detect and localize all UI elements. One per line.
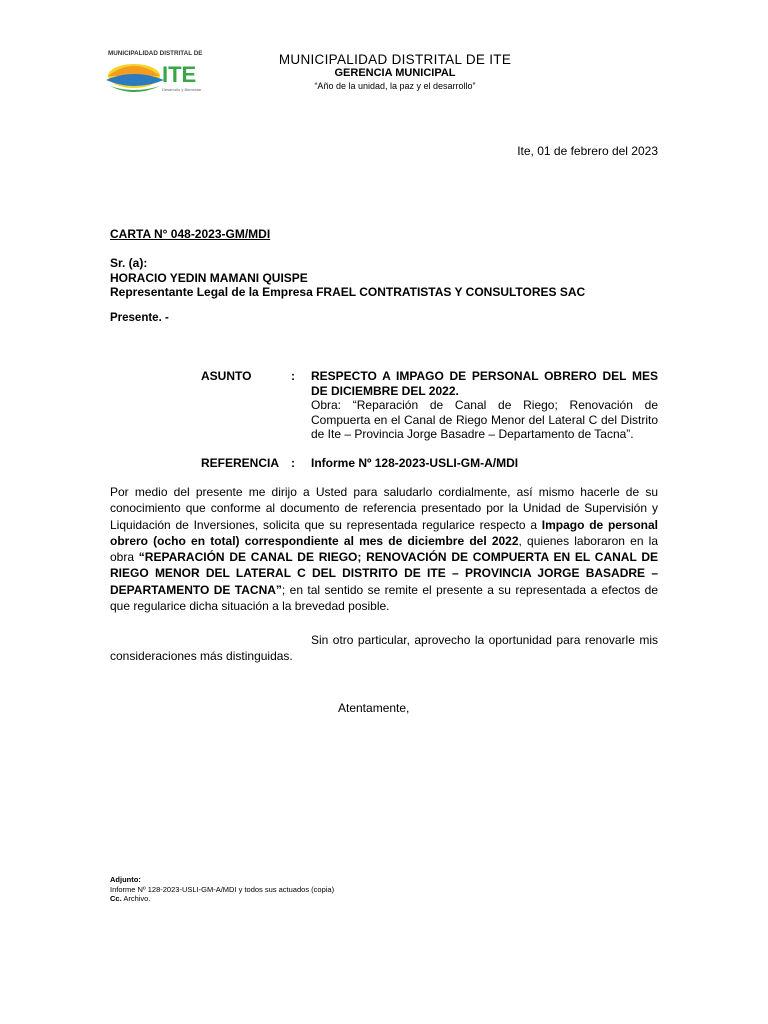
letter-date: Ite, 01 de febrero del 2023	[517, 144, 658, 158]
logo-sub: Desarrollo y Bienestar	[162, 87, 202, 92]
recipient-role	[110, 285, 585, 300]
letterhead	[260, 52, 530, 92]
asunto-obra: Obra: “Reparación de Canal de Riego; Renovación de Compuerta en el Canal de Riego Menor del Lateral C del Distrito de Ite – Provincia Jorge Basadre – Departamento de Tacna”.	[311, 398, 658, 441]
municipality-logo	[100, 46, 228, 104]
footer-notes	[110, 875, 334, 904]
body-paragraph-1	[110, 484, 658, 614]
body-p1-e: ; en tal sentido se remite el presente a su representada a efectos de que regularice dicha situación a la brevedad posible.	[110, 582, 658, 614]
logo-text: MUNICIPALIDAD DISTRITAL DE	[108, 50, 203, 57]
closing: Atentamente,	[338, 701, 410, 715]
body-paragraph-2: Sin otro particular, aprovecho la oportunidad para renovarle mis consideraciones más distinguidas.	[110, 633, 658, 664]
department-title: GERENCIA MUNICIPAL	[334, 67, 456, 79]
recipient-block	[110, 256, 585, 300]
logo-word: ITE	[162, 62, 197, 87]
asunto-text	[311, 369, 658, 442]
adjunto-label: Adjunto:	[110, 875, 141, 884]
recipient-role-text: Representante Legal de la	[110, 285, 263, 299]
referencia-value: Informe Nº 128-2023-USLI-GM-A/MDI	[311, 456, 519, 470]
body-p1-a: Por medio del presente me dirijo a Usted para saludarlo cordialmente, así mismo hacerle de su conocimiento que conforme al documento de referencia presentado por la Unidad de Supervisión y Liquidación de Inversiones, solicita que su representada regularice respecto a	[110, 485, 658, 532]
recipient-company: Empresa FRAEL CONTRATISTAS Y CONSULTORES SAC	[262, 285, 586, 299]
year-motto: “Año de la unidad, la paz y el desarrollo”	[314, 81, 476, 91]
cc-line	[110, 894, 334, 904]
presente-line: Presente. -	[110, 312, 169, 324]
asunto-label: ASUNTO	[201, 369, 252, 383]
recipient-salutation: Sr. (a):	[110, 256, 148, 270]
institution-title: MUNICIPALIDAD DISTRITAL DE ITE	[278, 52, 512, 67]
referencia-label: REFERENCIA	[201, 456, 280, 470]
body-p1-b: Impago de personal obrero (ocho en total) correspondiente al mes de diciembre del 2022	[110, 517, 658, 548]
cc-text: Archivo.	[121, 894, 151, 903]
adjunto-text: Informe Nº 128-2023-USLI-GM-A/MDI y todos sus actuados (copia)	[110, 884, 335, 894]
cc-label: Cc.	[110, 894, 122, 903]
asunto-subject: RESPECTO A IMPAGO DE PERSONAL OBRERO DEL MES DE DICIEMBRE DEL 2022.	[311, 369, 658, 398]
body-p1-d: “REPARACIÓN DE CANAL DE RIEGO; RENOVACIÓN DE COMPUERTA EN EL CANAL DE RIEGO MENOR DEL LATERAL C DEL DISTRITO DE ITE – PROVINCIA JORGE BASADRE – DEPARTAMENTO DE TACNA”	[110, 550, 658, 597]
letter-number: CARTA N° 048-2023-GM/MDI	[110, 227, 271, 241]
asunto-colon: :	[291, 369, 295, 383]
recipient-name: HORACIO YEDIN MAMANI QUISPE	[110, 270, 308, 285]
referencia-colon: :	[291, 456, 295, 470]
body-p1-c: , quienes laboraron en la obra	[110, 533, 659, 565]
